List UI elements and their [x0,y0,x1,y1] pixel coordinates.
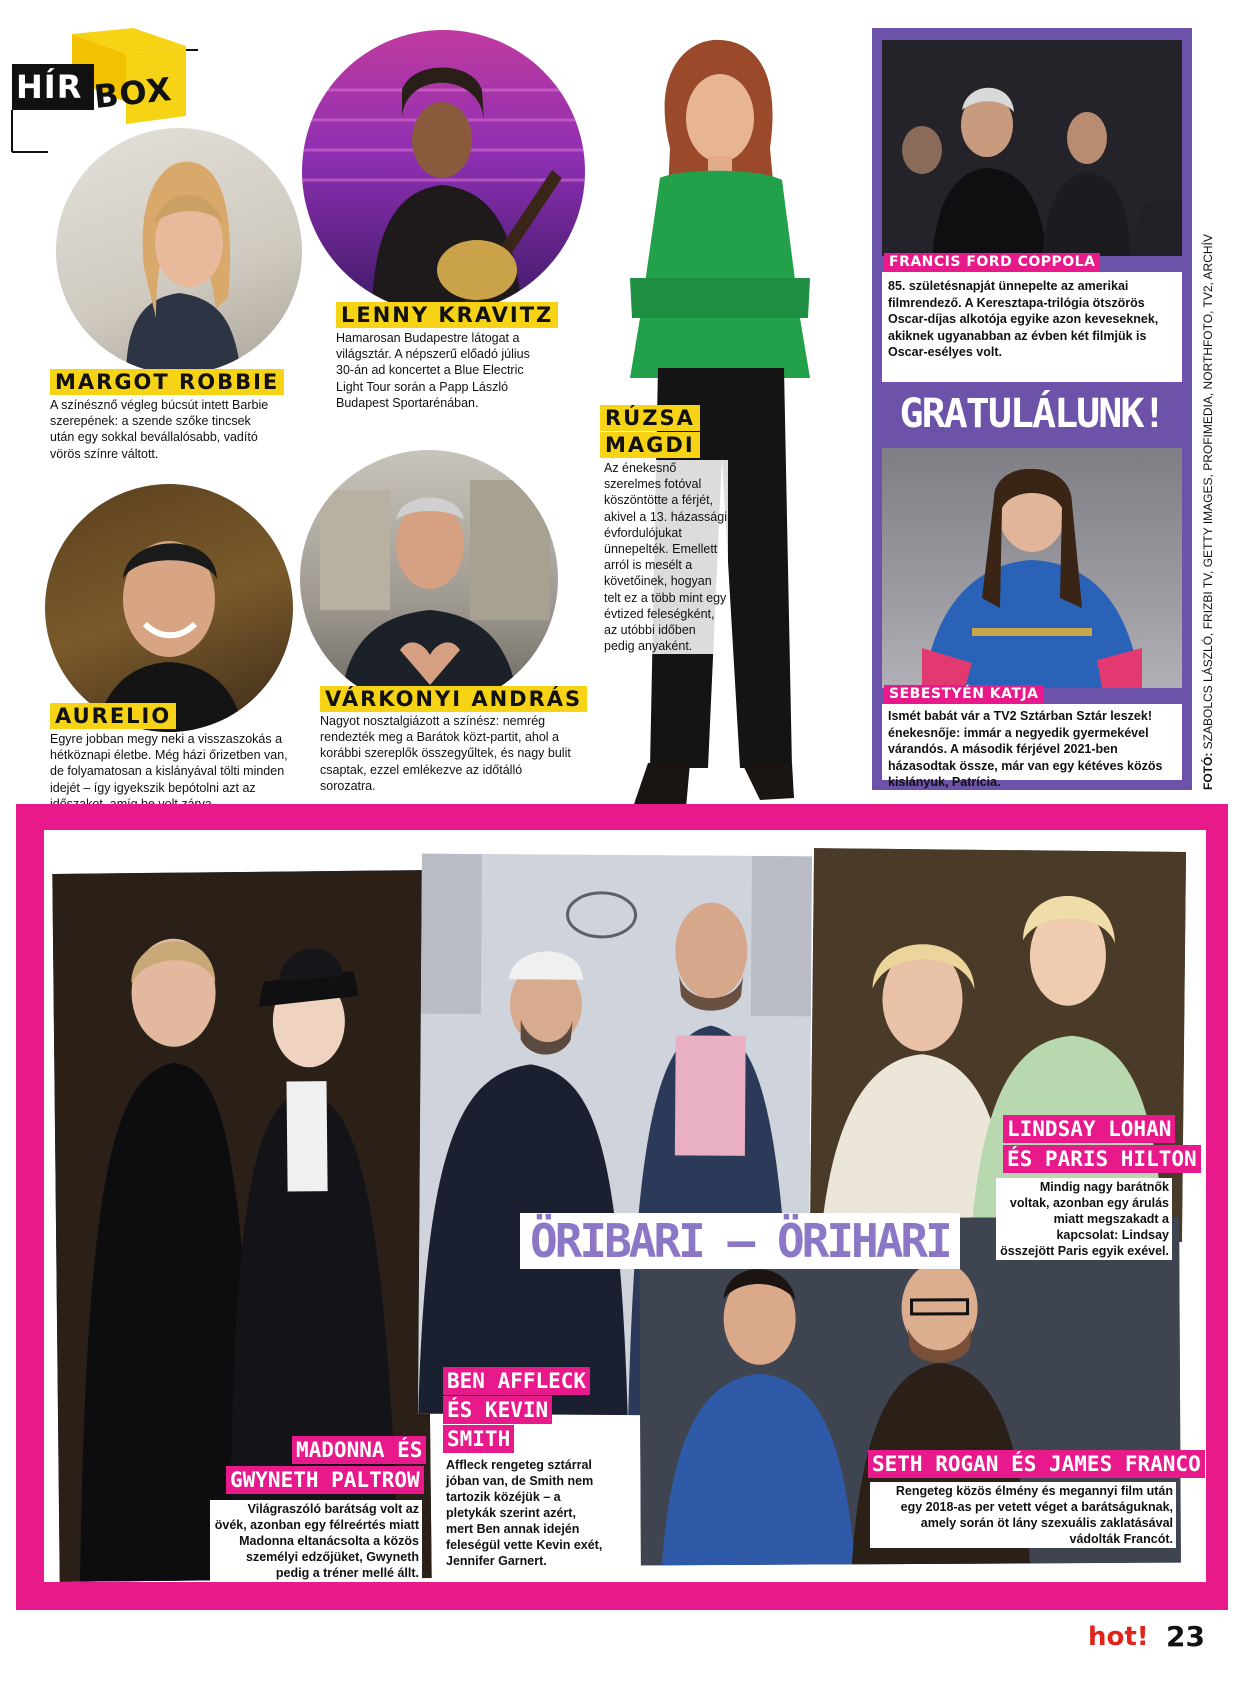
aurelio-text: Egyre jobban megy neki a visszaszokás a hétköznapi életbe. Még házi őrizetben van, de folyamatosan a kislányával tölti minden idejét – így igyekszik bepótolni azt az [50,732,288,795]
coppola-photo [882,40,1182,256]
ruzsa-magdi-text: Az énekesnő szerelmes fotóval köszöntötte a férjét, akivel a 13. házassági évfordulójukat ünnepelték. Emellett arról is mesélt a követőinek, hogyan telt ez a több mint egy évtized feleségként, az utóbbi időben pedig anyaként. [604,461,727,654]
varkonyi-andras-text: Nagyot nosztalgiázott a színész: nemrég rendezték meg a Barátok közt-partit, ahol a korábbi szereplők összegyűltek, és nagy bulit csaptak, ezzel emlékezve az időtálló sorozatra. [320,714,571,793]
margot-robbie-photo [56,128,302,374]
coppola-text: 85. születésnapját ünnepelte az amerikai filmrendező. A Keresztapa-trilógia ötszörös Oscar-díjas alkotója egyike azon keveseknek, akiknek ugyanabban az évben két filmjük is Oscar-esélyes volt. [888,279,1159,359]
lindsay-paris-name-2: ÉS PARIS HILTON [1003,1145,1201,1173]
seth-james-name: SETH ROGAN ÉS JAMES FRANCO [868,1450,1205,1478]
gratulalunk-box [872,28,1192,790]
varkonyi-andras-photo [300,450,558,708]
ruzsa-magdi-name-1: RÚZSA [600,405,700,431]
gratulalunk-title: GRATULÁLUNK! [899,391,1165,437]
photo-credits [1198,230,1218,790]
lindsay-paris-text: Mindig nagy barátnők voltak, azonban egy árulás miatt megszakadt a kapcsolat: Lindsay összejött Paris egyik exével. [996,1178,1172,1260]
photo-credits-text: SZABOLCS LÁSZLÓ, FRIZBI TV, GETTY IMAGES, PROFIMEDIA, NORTHFOTO, TV2, ARCHÍV [1201,234,1215,750]
aurelio-name: AURELIO [50,703,176,729]
madonna-gwyneth-name-2: GWYNETH PALTROW [226,1466,424,1494]
lenny-kravitz-photo [302,30,585,313]
hirbox-hir: HÍR [16,68,83,106]
katja-text: Ismét babát vár a TV2 Sztárban Sztár leszek! énekesnője: immár a negyedik gyermekével várandós. A második férjével 2021-ben házasodtak össze, már van egy kétéves közös kislányuk, Patrícia. [888,709,1163,789]
oribari-title: ÖRIBARI – ÖRIHARI [520,1213,960,1269]
ruzsa-magdi-name-2: MAGDI [600,432,700,458]
lenny-kravitz-name: LENNY KRAVITZ [336,302,558,328]
footer-brand: hot! [1088,1622,1149,1652]
madonna-gwyneth-name-1: MADONNA ÉS [292,1436,426,1464]
lenny-kravitz-text: Hamarosan Budapestre látogat a világsztár. A népszerű előadó július 30-án ad koncertet a Blue Electric Light Tour során a Papp László Budapest Sportarénában. [336,331,530,410]
katja-name: SEBESTYÉN KATJA [884,685,1044,704]
aurelio-photo [45,484,293,732]
margot-robbie-name: MARGOT ROBBIE [50,369,284,395]
ben-kevin-name-1: BEN AFFLECK [443,1367,590,1395]
ben-kevin-name-2: ÉS KEVIN [443,1396,552,1424]
madonna-gwyneth-text: Világraszóló barátság volt az övék, azonban egy félreértés miatt Madonna eltanácsolta a közös személyi edzőjüket, Gwyneth pedig a tréner mellé állt. [210,1500,422,1582]
hirbox-box: BOX [92,70,174,116]
seth-james-text: Rengeteg közös élmény és megannyi film után egy 2018-as per vetett véget a barátságuknak, amely során öt lány szexuális zaklatásával vádolták Francót. [870,1482,1176,1548]
ben-kevin-name-3: SMITH [443,1425,514,1453]
photo-credits-label: FOTÓ: [1201,752,1215,790]
footer-page-number: 23 [1166,1620,1205,1653]
ben-kevin-text: Affleck rengeteg sztárral jóban van, de Smith nem tartozik közéjük – a pletykák szerint azért, mert Ben annak idején feleségül vette Kevin exét, Jennifer Garnert. [443,1456,609,1570]
varkonyi-andras-name: VÁRKONYI ANDRÁS [320,686,587,712]
coppola-name: FRANCIS FORD COPPOLA [884,253,1100,272]
margot-robbie-text: A színésznő végleg búcsút intett Barbie szerepének: a szende szőke tincsek után egy sokkal bevállalósabb, vadító vörös színre váltott. [50,398,269,461]
katja-photo [882,448,1182,688]
lindsay-paris-name-1: LINDSAY LOHAN [1003,1115,1175,1143]
